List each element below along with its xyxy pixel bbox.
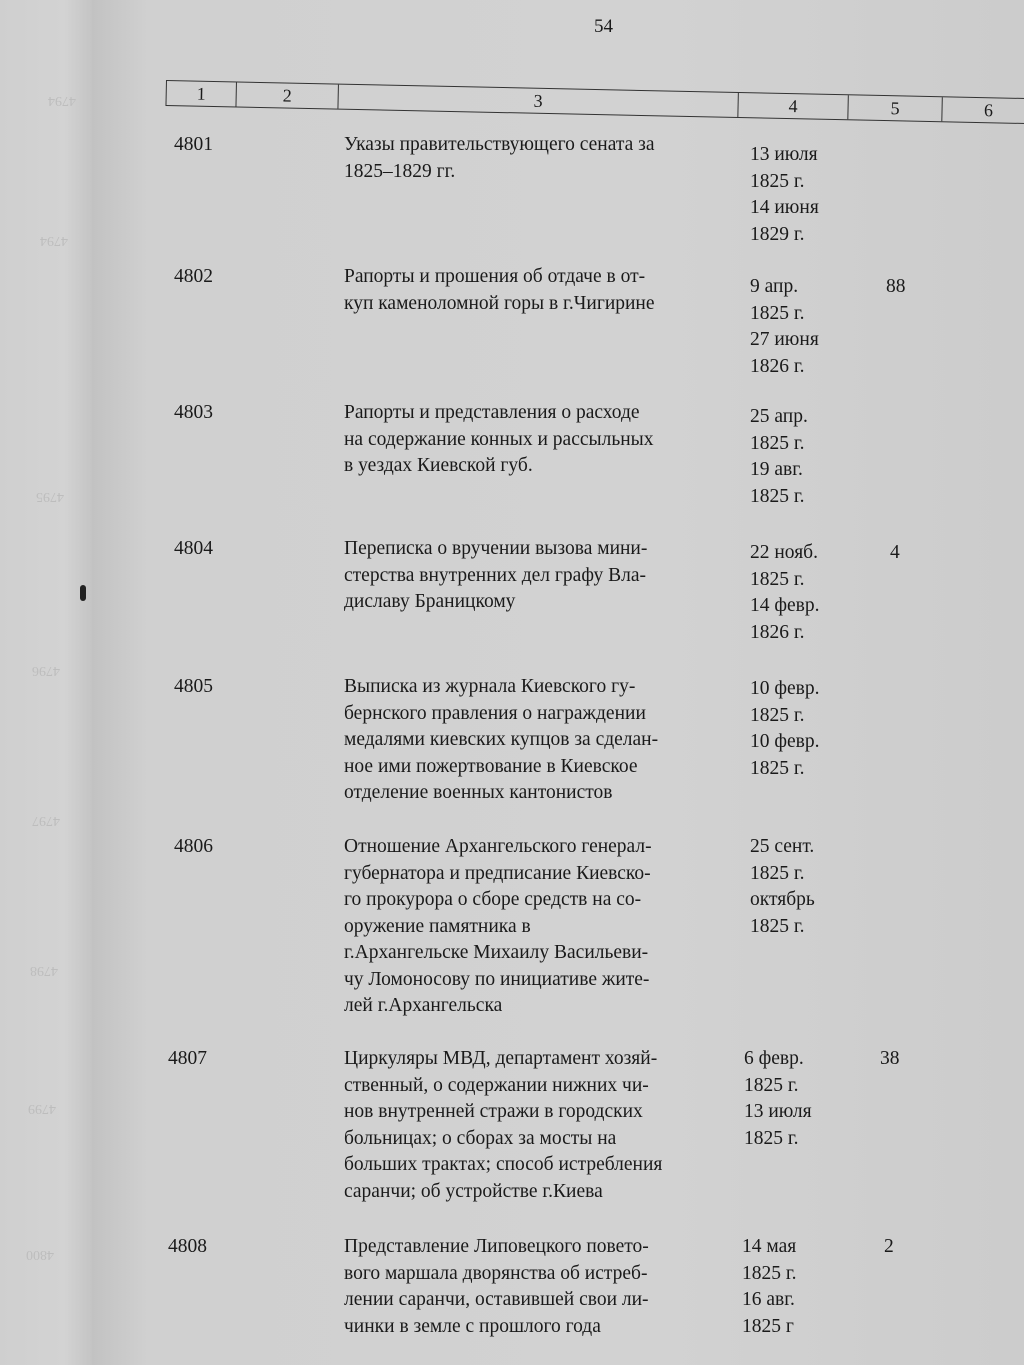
- description-line: медалями киевских купцов за сделан-: [344, 729, 659, 750]
- description-line: вого маршала дворянства об истреб-: [344, 1262, 648, 1284]
- document-page: [92, 0, 1024, 1365]
- column-header-4: 4: [738, 93, 848, 119]
- bleed-through-number: 4800: [26, 1247, 54, 1262]
- entry-dates: [750, 404, 808, 510]
- date-line: 10 февр.: [750, 678, 820, 699]
- date-line: 1825 г.: [742, 1262, 797, 1284]
- table-header: [165, 80, 1024, 124]
- description-line: ное ими пожертвование в Киевское: [344, 755, 638, 777]
- description-line: бернского правления о награждении: [344, 702, 646, 724]
- entry-dates: [750, 834, 815, 940]
- column-header-5: 5: [848, 95, 942, 121]
- entry-sheet-count: 88: [886, 276, 906, 297]
- date-line: 14 февр.: [750, 595, 820, 616]
- entry-description: [344, 536, 736, 616]
- date-line: 1825 г.: [744, 1127, 799, 1149]
- date-line: 25 сент.: [750, 836, 815, 857]
- date-line: 1825 г.: [750, 757, 805, 779]
- description-line: Выписка из журнала Киевского гу-: [344, 676, 636, 697]
- column-header-1: 1: [166, 81, 236, 106]
- description-line: Представление Липовецкого повето-: [344, 1236, 649, 1257]
- date-line: 16 авг.: [742, 1289, 795, 1310]
- facing-page: [0, 0, 92, 1365]
- entry-dates: [750, 274, 819, 380]
- description-line: оружение памятника в: [344, 915, 531, 937]
- description-line: Рапорты и представления о расходе: [344, 402, 640, 423]
- bleed-through-number: 4795: [36, 489, 64, 504]
- description-line: куп каменоломной горы в г.Чигирине: [344, 292, 655, 314]
- entry-sheet-count: 38: [880, 1048, 900, 1069]
- date-line: 14 июня: [750, 197, 819, 218]
- description-line: на содержание конных и рассыльных: [344, 428, 654, 450]
- description-line: лении саранчи, оставившей свои ли-: [344, 1289, 649, 1310]
- entry-dates: [744, 1046, 812, 1152]
- entry-description: [344, 1234, 736, 1340]
- date-line: 1825 г.: [750, 915, 805, 937]
- description-line: лей г.Архангельска: [344, 995, 503, 1016]
- date-line: 6 февр.: [744, 1048, 804, 1069]
- entry-number: 4804: [174, 538, 213, 559]
- description-line: стерства внутренних дел графу Вла-: [344, 564, 646, 586]
- column-header-6: 6: [983, 99, 994, 120]
- date-line: 1825 г: [742, 1315, 794, 1337]
- entry-number: 4801: [174, 134, 213, 155]
- date-line: 1825 г.: [750, 704, 805, 726]
- bleed-through-number: 4798: [30, 963, 58, 978]
- entry-description: [344, 674, 736, 807]
- description-line: саранчи; об устройстве г.Киева: [344, 1180, 603, 1202]
- description-line: отделение военных кантонистов: [344, 782, 613, 803]
- date-line: 1826 г.: [750, 355, 805, 377]
- page-number: 54: [594, 16, 613, 37]
- description-line: ственный, о содержании нижних чи-: [344, 1074, 649, 1096]
- column-header-2: 2: [236, 82, 338, 108]
- entry-number: 4803: [174, 402, 213, 423]
- date-line: 1829 г.: [750, 223, 805, 245]
- description-line: Циркуляры МВД, департамент хозяй-: [344, 1048, 658, 1069]
- entry-dates: [750, 540, 820, 646]
- entry-description: [344, 400, 736, 480]
- binding-mark: [80, 585, 86, 601]
- date-line: 1825 г.: [750, 568, 805, 590]
- date-line: 14 мая: [742, 1236, 797, 1257]
- date-line: 27 июня: [750, 329, 819, 350]
- entry-description: [344, 264, 736, 317]
- entry-sheet-count: 2: [884, 1236, 894, 1257]
- description-line: Рапорты и прошения об отдаче в от-: [344, 266, 646, 287]
- description-line: г.Архангельске Михаилу Васильеви-: [344, 942, 649, 963]
- date-line: октябрь: [750, 889, 815, 910]
- description-line: чинки в земле с прошлого года: [344, 1315, 601, 1337]
- entry-dates: [750, 676, 820, 782]
- date-line: 25 апр.: [750, 406, 808, 427]
- bleed-through-number: 4797: [32, 813, 60, 828]
- entry-number: 4805: [174, 676, 213, 697]
- description-line: Переписка о вручении вызова мини-: [344, 538, 648, 559]
- entry-number: 4808: [168, 1236, 207, 1257]
- description-line: губернатора и предписание Киевско-: [344, 862, 651, 884]
- date-line: 13 июля: [750, 144, 818, 165]
- description-line: больших трактах; способ истребления: [344, 1154, 663, 1175]
- date-line: 1826 г.: [750, 621, 805, 643]
- entry-dates: [742, 1234, 797, 1340]
- description-line: в уездах Киевской губ.: [344, 455, 533, 476]
- date-line: 19 авг.: [750, 459, 803, 480]
- entry-description: [344, 132, 736, 185]
- date-line: 1825 г.: [750, 432, 805, 454]
- description-line: го прокурора о сборе средств на со-: [344, 889, 642, 910]
- description-line: больницах; о сборах за мосты на: [344, 1127, 617, 1149]
- date-line: 9 апр.: [750, 276, 799, 297]
- entry-number: 4802: [174, 266, 213, 287]
- entry-sheet-count: 4: [890, 542, 900, 563]
- bleed-through-number: 4799: [28, 1101, 56, 1116]
- date-line: 1825 г.: [744, 1074, 799, 1096]
- bleed-through-number: 4794: [48, 93, 76, 108]
- date-line: 13 июля: [744, 1101, 812, 1122]
- bleed-through-number: 4794: [40, 233, 68, 248]
- entry-number: 4806: [174, 836, 213, 857]
- description-line: Указы правительствующего сената за: [344, 134, 655, 155]
- entry-dates: [750, 142, 819, 248]
- column-header-3: 3: [338, 85, 738, 117]
- entry-number: 4807: [168, 1048, 207, 1069]
- description-line: 1825–1829 гг.: [344, 160, 456, 182]
- description-line: чу Ломоносову по инициативе жите-: [344, 968, 650, 990]
- description-line: нов внутренней стражи в городских: [344, 1101, 643, 1122]
- description-line: диславу Браницкому: [344, 591, 516, 612]
- description-line: Отношение Архангельского генерал-: [344, 836, 652, 857]
- entry-description: [344, 1046, 736, 1205]
- entry-description: [344, 834, 736, 1020]
- date-line: 22 нояб.: [750, 542, 818, 563]
- date-line: 1825 г.: [750, 302, 805, 324]
- date-line: 1825 г.: [750, 862, 805, 884]
- date-line: 1825 г.: [750, 485, 805, 507]
- bleed-through-number: 4796: [32, 663, 60, 678]
- date-line: 1825 г.: [750, 170, 805, 192]
- date-line: 10 февр.: [750, 731, 820, 752]
